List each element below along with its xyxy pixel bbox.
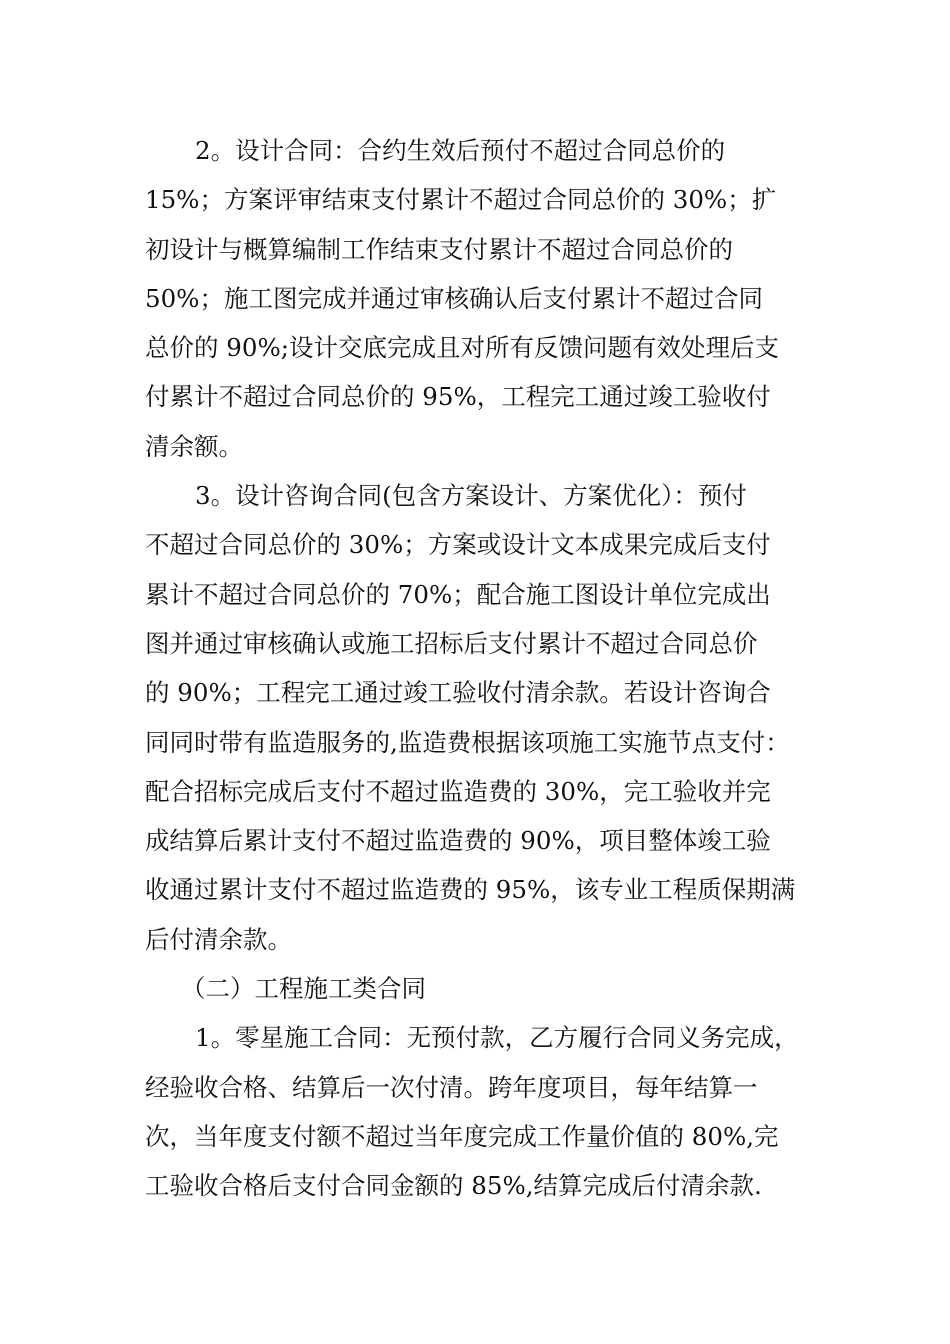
section-heading — [145, 964, 813, 1013]
document-body — [145, 126, 813, 1211]
text-line: 次，当年度支付额不超过当年度完成工作量价值的 80%,完 — [145, 1121, 779, 1151]
text-line: 1。零星施工合同：无预付款，乙方履行合同义务完成， — [195, 1023, 799, 1053]
text-line: 经验收合格、结算后一次付清。跨年度项目，每年结算一 — [145, 1072, 758, 1102]
text-line: 工验收合格后支付合同金额的 85%,结算完成后付清余款. — [145, 1171, 762, 1201]
text-line: 收通过累计支付不超过监造费的 95%，该专业工程质保期满 — [145, 875, 796, 905]
text-line: 同同时带有监造服务的,监造费根据该项施工实施节点支付： — [145, 727, 790, 757]
text-line: 15%；方案评审结束支付累计不超过合同总价的 30%；扩 — [145, 185, 777, 215]
text-line: 50%；施工图完成并通过审核确认后支付累计不超过合同 — [145, 283, 763, 313]
text-line: 成结算后累计支付不超过监造费的 90%，项目整体竣工验 — [145, 826, 771, 856]
text-line: 不超过合同总价的 30%；方案或设计文本成果完成后支付 — [145, 530, 771, 560]
paragraph-design-consulting-contract — [145, 471, 813, 964]
paragraph-minor-construction-contract — [145, 1013, 813, 1210]
text-line: 配合招标完成后支付不超过监造费的 30%，完工验收并完 — [145, 776, 771, 806]
text-line: 的 90%；工程完工通过竣工验收付清余款。若设计咨询合 — [145, 678, 771, 708]
text-line: 清余额。 — [145, 431, 243, 461]
text-line: 图并通过审核确认或施工招标后支付累计不超过合同总价 — [145, 628, 758, 658]
text-line: 后付清余款。 — [145, 924, 292, 954]
text-line: 2。设计合同：合约生效后预付不超过合同总价的 — [195, 136, 726, 165]
text-line: 付累计不超过合同总价的 95%，工程完工通过竣工验收付 — [145, 382, 771, 412]
text-line: 初设计与概算编制工作结束支付累计不超过合同总价的 — [145, 234, 733, 264]
text-line: 累计不超过合同总价的 70%；配合施工图设计单位完成出 — [145, 579, 771, 609]
text-line: 总价的 90%;设计交底完成且对所有反馈问题有效处理后支 — [145, 333, 779, 363]
section-heading-text: （二）工程施工类合同 — [181, 974, 426, 1004]
paragraph-design-contract — [145, 126, 813, 471]
text-line: 3。设计咨询合同(包含方案设计、方案优化）：预付 — [195, 481, 747, 511]
